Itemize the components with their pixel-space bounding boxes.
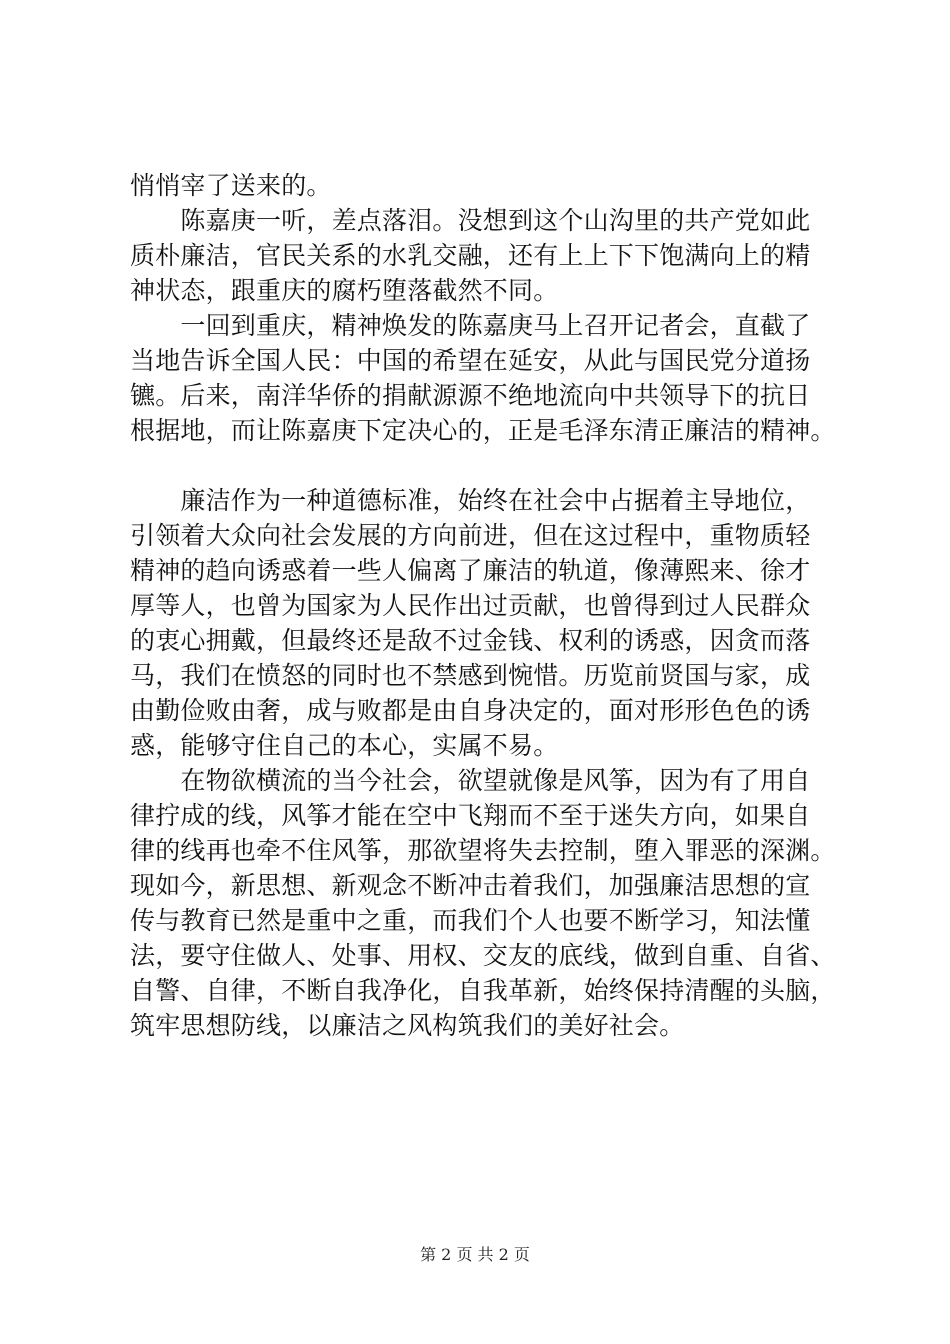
text-line: 由勤俭败由奢，成与败都是由自身决定的，面对形形色色的诱 [130,696,811,725]
text-line: 在物欲横流的当今社会，欲望就像是风筝，因为有了用自 [130,766,811,795]
text-line: 根据地，而让陈嘉庚下定决心的，正是毛泽东清正廉洁的精神。 [130,416,836,445]
text-line: 当地告诉全国人民：中国的希望在延安，从此与国民党分道扬 [130,346,811,375]
text-line: 陈嘉庚一听，差点落泪。没想到这个山沟里的共产党如此 [130,206,811,235]
paragraph-gap [130,448,842,483]
text-line: 传与教育已然是重中之重，而我们个人也要不断学习，知法懂 [130,906,811,935]
text-line: 惑，能够守住自己的本心，实属不易。 [130,731,559,760]
text-line: 律拧成的线，风筝才能在空中飞翔而不至于迷失方向，如果自 [130,801,811,830]
text-line: 的衷心拥戴，但最终还是敌不过金钱、权利的诱惑，因贪而落 [130,626,811,655]
document-body [130,168,842,1043]
text-line: 镳。后来，南洋华侨的捐献源源不绝地流向中共领导下的抗日 [130,381,811,410]
text-line: 神状态，跟重庆的腐朽堕落截然不同。 [130,276,559,305]
page-number-footer: 第 2 页 共 2 页 [420,1245,530,1264]
text-line: 筑牢思想防线，以廉洁之风构筑我们的美好社会。 [130,1011,685,1040]
text-line: 马，我们在愤怒的同时也不禁感到惋惜。历览前贤国与家，成 [130,661,811,690]
text-line: 一回到重庆，精神焕发的陈嘉庚马上召开记者会，直截了 [130,311,811,340]
text-line: 悄悄宰了送来的。 [130,171,332,200]
text-line: 廉洁作为一种道德标准，始终在社会中占据着主导地位， [130,486,811,515]
text-line: 律的线再也牵不住风筝，那欲望将失去控制，堕入罪恶的深渊。 [130,836,836,865]
text-line: 引领着大众向社会发展的方向前进，但在这过程中，重物质轻 [130,521,811,550]
text-line: 厚等人，也曾为国家为人民作出过贡献，也曾得到过人民群众 [130,591,811,620]
text-line: 质朴廉洁，官民关系的水乳交融，还有上上下下饱满向上的精 [130,241,811,270]
text-line: 自警、自律，不断自我净化，自我革新，始终保持清醒的头脑， [130,976,836,1005]
text-line: 法，要守住做人、处事、用权、交友的底线，做到自重、自省、 [130,941,836,970]
text-line: 精神的趋向诱惑着一些人偏离了廉洁的轨道，像薄熙来、徐才 [130,556,811,585]
text-line: 现如今，新思想、新观念不断冲击着我们，加强廉洁思想的宣 [130,871,811,900]
